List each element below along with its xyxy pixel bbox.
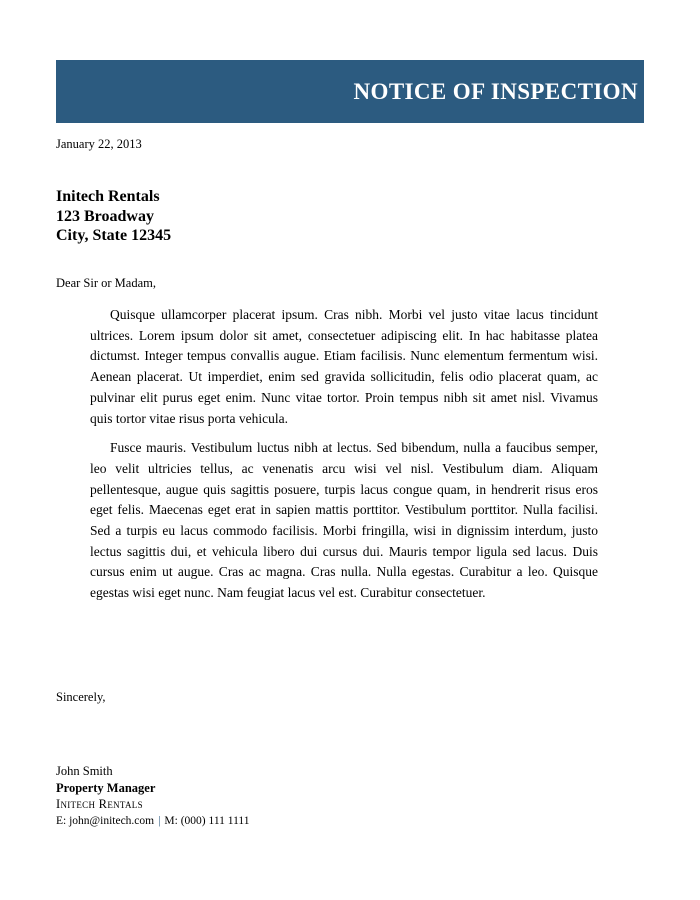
- salutation: Dear Sir or Madam,: [56, 276, 156, 290]
- header-banner: [56, 60, 644, 123]
- body-paragraph: Fusce mauris. Vestibulum luctus nibh at lectus. Sed bibendum, nulla a faucibus semper, leo velit ultricies tellus, ac venenatis arcu wisi vel nisl. Vestibulum diam. Aliquam pellentesque, augue quis sagittis posuere, turpis lacus congue quam, in hendrerit risus eros eget felis. Maecenas eget erat in sapien mattis porttitor. Vestibulum porttitor. Nulla facilisi. Sed a turpis eu lacus commodo facilisis. Morbi fringilla, wisi in dignissim interdum, justo lectus sagittis dui, et vehicula libero dui cursus dui. Mauris tempor ligula sed lacus. Duis cursus enim ut augue. Cras ac magna. Cras nulla. Nulla egestas. Curabitur a leo. Quisque egestas wisi eget nunc. Nam feugiat lacus vel est. Curabitur consectetuer.: [90, 440, 598, 601]
- contact-line: [56, 813, 250, 830]
- closing: Sincerely,: [56, 690, 106, 704]
- letter-body: [90, 305, 598, 613]
- signer-title: Property Manager: [56, 780, 156, 795]
- body-paragraph: Quisque ullamcorper placerat ipsum. Cras nibh. Morbi vel justo vitae lacus tincidunt ultrices. Lorem ipsum dolor sit amet, consectetuer adipiscing elit. In hac habitasse platea dictumst. Integer tempus convallis augue. Etiam facilisis. Nunc elementum fermentum wisi. Aenean placerat. Ut imperdiet, enim sed gravida sollicitudin, felis odio placerat quam, ac pulvinar elit purus eget enim. Nunc vitae tortor. Proin tempus nibh sit amet nisl. Vivamus quis tortor vitae risus porta vehicula.: [90, 307, 598, 426]
- signature-block: [56, 763, 250, 829]
- letter-date: January 22, 2013: [56, 137, 142, 151]
- document-title: NOTICE OF INSPECTION: [353, 79, 638, 104]
- signer-name: John Smith: [56, 764, 113, 778]
- recipient-address: [56, 187, 171, 246]
- signer-email: E: john@initech.com: [56, 814, 155, 827]
- recipient-street: 123 Broadway: [56, 207, 154, 225]
- signer-company: Initech Rentals: [56, 797, 143, 811]
- recipient-city: City, State 12345: [56, 227, 172, 244]
- signer-phone: M: (000) 111 1111: [164, 814, 250, 827]
- contact-separator: |: [158, 814, 161, 827]
- recipient-name: Initech Rentals: [56, 188, 160, 205]
